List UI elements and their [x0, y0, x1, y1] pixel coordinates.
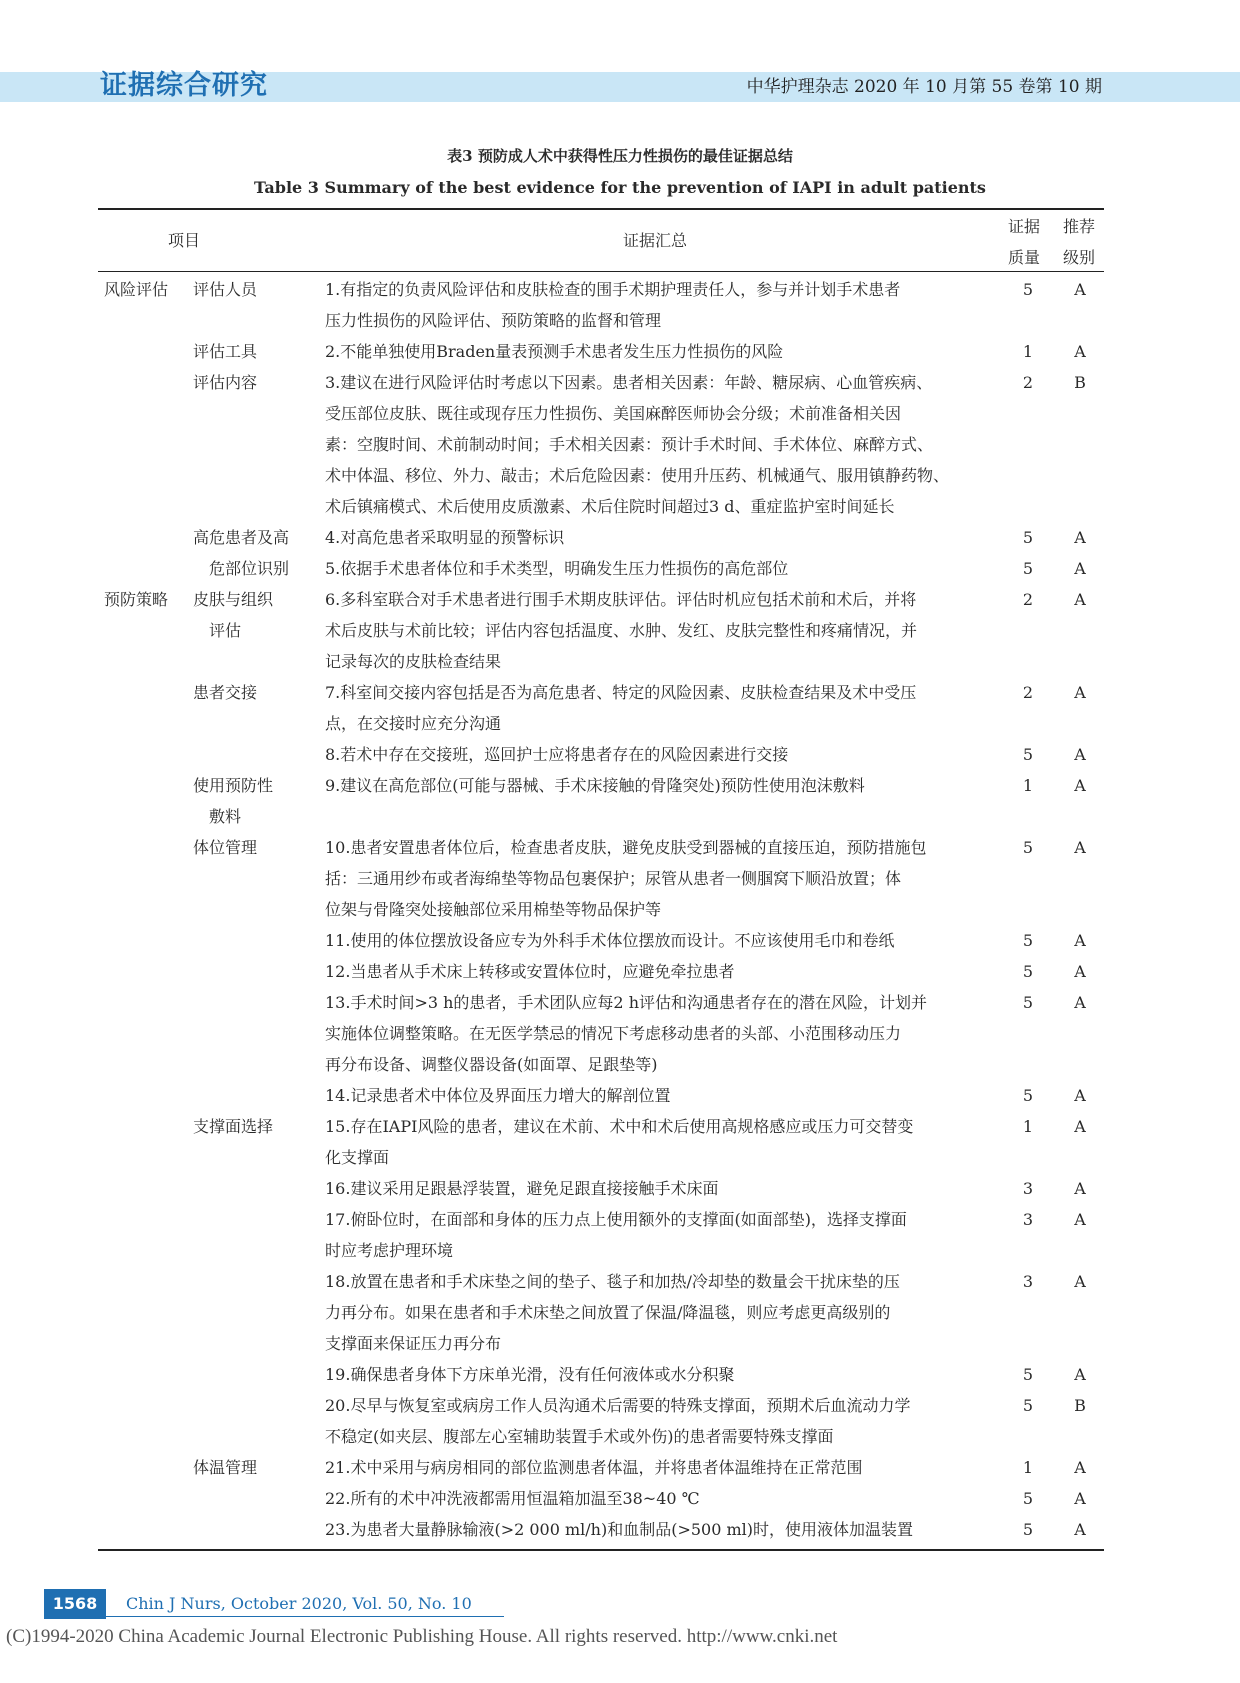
evidence-line: 18.放置在患者和手术床垫之间的垫子、毯子和加热/冷却垫的数量会干扰床垫的压	[325, 1272, 900, 1291]
copyright-notice: (C)1994-2020 China Academic Journal Electronic Publishing House. All rights reserved. http://www.cnki.net	[6, 1626, 838, 1647]
recommendation-grade: B	[1074, 1396, 1086, 1415]
evidence-line: 压力性损伤的风险评估、预防策略的监督和管理	[325, 311, 662, 330]
evidence-item	[325, 1080, 1026, 1111]
evidence-quality: 2	[1022, 590, 1034, 609]
evidence-item	[325, 1111, 1026, 1173]
evidence-item	[325, 925, 1026, 956]
evidence-line: 10.患者安置患者体位后，检查患者皮肤，避免皮肤受到器械的直接压迫，预防措施包	[325, 838, 927, 857]
evidence-line: 括：三通用纱布或者海绵垫等物品包裹保护；尿管从患者一侧腘窝下顺沿放置；体	[325, 869, 902, 888]
subitem-dressing-line1: 使用预防性	[193, 776, 274, 795]
evidence-item	[325, 1390, 1026, 1452]
evidence-item	[325, 739, 1026, 770]
header-grade-line1: 推荐	[1063, 217, 1096, 236]
header-grade-line2: 级别	[1063, 248, 1096, 267]
evidence-item	[325, 367, 1026, 522]
evidence-line: 7.科室间交接内容包括是否为高危患者、特定的风险因素、皮肤检查结果及术中受压	[325, 683, 917, 702]
evidence-quality: 5	[1022, 993, 1034, 1012]
evidence-quality: 5	[1022, 1086, 1034, 1105]
evidence-line: 记录每次的皮肤检查结果	[325, 652, 502, 671]
evidence-line: 8.若术中存在交接班，巡回护士应将患者存在的风险因素进行交接	[325, 745, 789, 764]
recommendation-grade: A	[1074, 931, 1086, 950]
evidence-line: 受压部位皮肤、既往或现存压力性损伤、美国麻醉医师协会分级；术前准备相关因	[325, 404, 902, 423]
recommendation-grade: A	[1074, 776, 1086, 795]
recommendation-grade: A	[1074, 1210, 1086, 1229]
evidence-item	[325, 1452, 1026, 1483]
evidence-line: 13.手术时间>3 h的患者，手术团队应每2 h评估和沟通患者存在的潜在风险，计划并	[325, 993, 927, 1012]
category-risk-assessment: 风险评估	[104, 280, 169, 299]
evidence-quality: 3	[1022, 1179, 1034, 1198]
table-header-rule	[98, 271, 1104, 272]
evidence-line: 23.为患者大量静脉输液(>2 000 ml/h)和血制品(>500 ml)时，使用液体加温装置	[325, 1520, 914, 1539]
evidence-line: 素：空腹时间、术前制动时间；手术相关因素：预计手术时间、手术体位、麻醉方式、	[325, 435, 934, 454]
header-item: 项目	[168, 231, 201, 250]
evidence-line: 14.记录患者术中体位及界面压力增大的解剖位置	[325, 1086, 671, 1105]
evidence-item	[325, 956, 1026, 987]
evidence-line: 5.依据手术患者体位和手术类型，明确发生压力性损伤的高危部位	[325, 559, 789, 578]
recommendation-grade: A	[1074, 1117, 1086, 1136]
evidence-line: 支撑面来保证压力再分布	[325, 1334, 502, 1353]
evidence-line: 点，在交接时应充分沟通	[325, 714, 502, 733]
recommendation-grade: A	[1074, 280, 1086, 299]
evidence-quality: 5	[1022, 559, 1034, 578]
recommendation-grade: A	[1074, 559, 1086, 578]
evidence-item	[325, 770, 1026, 801]
evidence-line: 再分布设备、调整仪器设备(如面罩、足跟垫等)	[325, 1055, 658, 1074]
subitem-skin-line1: 皮肤与组织	[193, 590, 274, 609]
evidence-line: 力再分布。如果在患者和手术床垫之间放置了保温/降温毯，则应考虑更高级别的	[325, 1303, 891, 1322]
evidence-quality: 1	[1022, 1458, 1034, 1477]
evidence-quality: 5	[1022, 528, 1034, 547]
footer-rule	[106, 1616, 504, 1617]
evidence-line: 术后镇痛模式、术后使用皮质激素、术后住院时间超过3 d、重症监护室时间延长	[325, 497, 895, 516]
subitem-skin-line2: 评估	[209, 621, 242, 640]
evidence-line: 位架与骨隆突处接触部位采用棉垫等物品保护等	[325, 900, 662, 919]
recommendation-grade: A	[1074, 1520, 1086, 1539]
evidence-line: 15.存在IAPI风险的患者，建议在术前、术中和术后使用高规格感应或压力可交替变	[325, 1117, 914, 1136]
evidence-line: 4.对高危患者采取明显的预警标识	[325, 528, 565, 547]
evidence-item	[325, 1514, 1026, 1545]
evidence-item	[325, 553, 1026, 584]
evidence-quality: 5	[1022, 280, 1034, 299]
evidence-item	[325, 832, 1026, 925]
evidence-line: 22.所有的术中冲洗液都需用恒温箱加温至38~40 ℃	[325, 1489, 700, 1508]
header-quality-line1: 证据	[1008, 217, 1041, 236]
evidence-line: 21.术中采用与病房相同的部位监测患者体温，并将患者体温维持在正常范围	[325, 1458, 863, 1477]
evidence-line: 不稳定(如夹层、腹部左心室辅助装置手术或外伤)的患者需要特殊支撑面	[325, 1427, 834, 1446]
evidence-item	[325, 1359, 1026, 1390]
table-caption-en: Table 3 Summary of the best evidence for the prevention of IAPI in adult patients	[254, 178, 986, 197]
evidence-quality: 1	[1022, 776, 1034, 795]
evidence-line: 2.不能单独使用Braden量表预测手术患者发生压力性损伤的风险	[325, 342, 784, 361]
evidence-item	[325, 1483, 1026, 1514]
recommendation-grade: A	[1074, 342, 1086, 361]
evidence-quality: 5	[1022, 1365, 1034, 1384]
subitem-tool: 评估工具	[193, 342, 258, 361]
evidence-quality: 1	[1022, 1117, 1034, 1136]
evidence-item	[325, 274, 1026, 336]
evidence-quality: 2	[1022, 683, 1034, 702]
subitem-high-risk-line1: 高危患者及高	[193, 528, 290, 547]
subitem-content: 评估内容	[193, 373, 258, 392]
subitem-assessor: 评估人员	[193, 280, 258, 299]
evidence-line: 12.当患者从手术床上转移或安置体位时，应避免牵拉患者	[325, 962, 735, 981]
evidence-line: 1.有指定的负责风险评估和皮肤检查的围手术期护理责任人，参与并计划手术患者	[325, 280, 901, 299]
recommendation-grade: A	[1074, 838, 1086, 857]
evidence-line: 术后皮肤与术前比较；评估内容包括温度、水肿、发红、皮肤完整性和疼痛情况，并	[325, 621, 918, 640]
table-bottom-rule	[98, 1549, 1104, 1551]
recommendation-grade: A	[1074, 1365, 1086, 1384]
evidence-item	[325, 336, 1026, 367]
evidence-line: 11.使用的体位摆放设备应专为外科手术体位摆放而设计。不应该使用毛巾和卷纸	[325, 931, 895, 950]
evidence-item	[325, 522, 1026, 553]
page-number: 1568	[44, 1589, 106, 1619]
evidence-quality: 5	[1022, 838, 1034, 857]
subitem-high-risk-line2: 危部位识别	[209, 559, 290, 578]
subitem-handover: 患者交接	[193, 683, 258, 702]
recommendation-grade: A	[1074, 962, 1086, 981]
evidence-item	[325, 987, 1026, 1080]
evidence-quality: 5	[1022, 962, 1034, 981]
evidence-quality: 3	[1022, 1272, 1034, 1291]
evidence-quality: 5	[1022, 1520, 1034, 1539]
recommendation-grade: A	[1074, 1272, 1086, 1291]
recommendation-grade: B	[1074, 373, 1086, 392]
recommendation-grade: A	[1074, 528, 1086, 547]
evidence-item	[325, 1266, 1026, 1359]
evidence-line: 17.俯卧位时，在面部和身体的压力点上使用额外的支撑面(如面部垫)，选择支撑面	[325, 1210, 907, 1229]
evidence-line: 19.确保患者身体下方床单光滑，没有任何液体或水分积聚	[325, 1365, 735, 1384]
evidence-line: 实施体位调整策略。在无医学禁忌的情况下考虑移动患者的头部、小范围移动压力	[325, 1024, 902, 1043]
table-caption-zh: 表3 预防成人术中获得性压力性损伤的最佳证据总结	[447, 147, 793, 165]
recommendation-grade: A	[1074, 683, 1086, 702]
evidence-item	[325, 1204, 1026, 1266]
evidence-line: 化支撑面	[325, 1148, 390, 1167]
recommendation-grade: A	[1074, 993, 1086, 1012]
recommendation-grade: A	[1074, 590, 1086, 609]
journal-info: 中华护理杂志 2020 年 10 月第 55 卷第 10 期	[746, 77, 1102, 97]
recommendation-grade: A	[1074, 1179, 1086, 1198]
evidence-line: 时应考虑护理环境	[325, 1241, 454, 1260]
recommendation-grade: A	[1074, 745, 1086, 764]
evidence-quality: 3	[1022, 1210, 1034, 1229]
subitem-temperature: 体温管理	[193, 1458, 258, 1477]
evidence-line: 3.建议在进行风险评估时考虑以下因素。患者相关因素：年龄、糖尿病、心血管疾病、	[325, 373, 933, 392]
subitem-position: 体位管理	[193, 838, 258, 857]
evidence-quality: 5	[1022, 1396, 1034, 1415]
evidence-quality: 5	[1022, 1489, 1034, 1508]
evidence-line: 9.建议在高危部位(可能与器械、手术床接触的骨隆突处)预防性使用泡沫敷料	[325, 776, 865, 795]
subitem-support-surface: 支撑面选择	[193, 1117, 274, 1136]
header-evidence: 证据汇总	[623, 231, 688, 250]
evidence-line: 16.建议采用足跟悬浮装置，避免足跟直接接触手术床面	[325, 1179, 719, 1198]
evidence-item	[325, 1173, 1026, 1204]
evidence-quality: 5	[1022, 745, 1034, 764]
header-quality-line2: 质量	[1008, 248, 1041, 267]
recommendation-grade: A	[1074, 1458, 1086, 1477]
subitem-dressing-line2: 敷料	[209, 807, 242, 826]
table-top-rule	[98, 208, 1104, 210]
footer-citation: Chin J Nurs, October 2020, Vol. 50, No. 10	[126, 1594, 472, 1613]
evidence-line: 20.尽早与恢复室或病房工作人员沟通术后需要的特殊支撑面，预期术后血流动力学	[325, 1396, 911, 1415]
evidence-quality: 1	[1022, 342, 1034, 361]
recommendation-grade: A	[1074, 1489, 1086, 1508]
evidence-line: 术中体温、移位、外力、敲击；术后危险因素：使用升压药、机械通气、服用镇静药物、	[325, 466, 950, 485]
evidence-line: 6.多科室联合对手术患者进行围手术期皮肤评估。评估时机应包括术前和术后，并将	[325, 590, 917, 609]
evidence-item	[325, 584, 1026, 677]
recommendation-grade: A	[1074, 1086, 1086, 1105]
evidence-item	[325, 677, 1026, 739]
section-title: 证据综合研究	[100, 70, 268, 101]
evidence-quality: 5	[1022, 931, 1034, 950]
category-prevention-strategy: 预防策略	[104, 590, 169, 609]
evidence-quality: 2	[1022, 373, 1034, 392]
